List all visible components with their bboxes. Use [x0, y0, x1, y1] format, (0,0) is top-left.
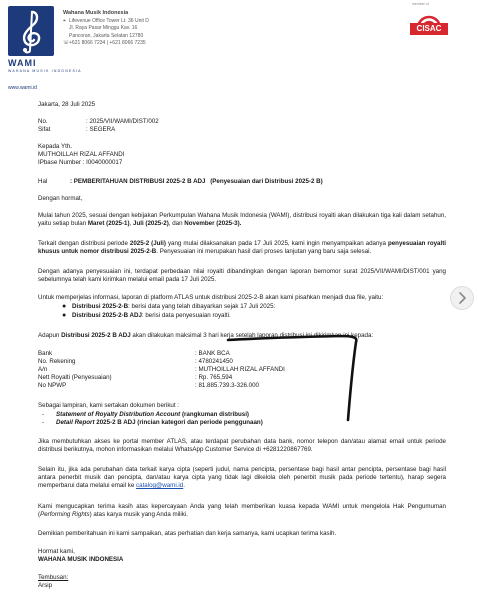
salutation: Dengan hormat,: [38, 195, 83, 202]
net-royalty-value: : Rp. 765,594: [195, 374, 233, 381]
attachment-intro: Sebagai lampiran, kami sertakan dokumen berikut :: [38, 402, 180, 409]
catalog-email-link[interactable]: catalog@wami.id: [136, 482, 184, 490]
phone-icon: ☏: [63, 40, 70, 47]
paragraph-payment: Adapun Distribusi 2025-2 B ADJ akan dilakukan maksimal 3 hari kerja setelah laporan distribusi ini dikirimkan ini kepada:: [38, 332, 374, 339]
org-name: Wahana Musik Indonesia: [63, 10, 129, 16]
paragraph-schedule: Mulai tahun 2025, sesuai dengan kebijakan Perkumpulan Wahana Musik Indonesia (WAMI), distribusi royalti akan dilakukan tiga kali dalam setahun, yaitu setiap bulan Maret (2025-1), Juli (2025-2), dan November (2025-3).: [38, 212, 446, 228]
attachment-detail: Detail Report 2025-2 B ADJ (rincian kategori dan periode penggunaan): [56, 419, 263, 426]
holder-label: A/n: [38, 366, 48, 373]
bullet-dot: ●: [62, 303, 67, 310]
npwp-label: No NPWP: [38, 382, 67, 389]
nature-value: : SEGERA: [86, 126, 116, 133]
member-caption: member of: [412, 2, 429, 6]
npwp-value: : 81.885.739.3-326.000: [195, 382, 259, 389]
paragraph-closing-note: Demikian pemberitahuan ini kami sampaikan, atas perhatian dan kerja samanya, kami ucapkan terima kasih.: [38, 530, 337, 537]
bullet-dot: ●: [62, 312, 67, 319]
paragraph-atlas-access: Jika membutuhkan akses ke portal member ATLAS, atau terdapat perubahan data bank, nomor telepon dan/atau alamat email untuk periode distribusi berikutnya, mohon informasikan melalui WhatsApp Customer Service di +6281220867769.: [38, 438, 446, 454]
website-link[interactable]: www.wami.id: [8, 85, 37, 91]
cc-value: Arsip: [38, 582, 53, 589]
wami-logo: [8, 6, 54, 56]
attachment-statement: Statement of Royalty Distribution Account (rangkuman distribusi): [56, 411, 249, 418]
subject-note: (Penyesuaian dari Distribusi 2025-2 B): [210, 178, 323, 185]
paragraph-adjustment: Terkait dengan distribusi periode 2025-2 (Juli) yang mulai dilaksanakan pada 17 Juli 2025, kami ingin menyampaikan adanya penyesuaian royalti khusus untuk nomor distribusi 2025-2-B. Penyesuaian ini merupakan hasil dari proses lanjutan yang baru saja selesai.: [38, 240, 446, 256]
bullet-distribution-b: Distribusi 2025-2-B: berisi data yang telah dibayarkan sejak 17 Juli 2025:: [72, 303, 276, 310]
paragraph-difference: Dengan adanya penyesuaian ini, terdapat perbedaan nilai royalti dibandingkan dengan laporan bernomor surat 2025/VII/WAMI/DIST/001 yang sebelumnya telah kami kirimkan melalui email pada 17 Juli 2025.: [38, 268, 446, 284]
account-value: : 4780241450: [195, 358, 233, 365]
bullet-distribution-adj: Distribusi 2025-2-B ADJ: berisi data penyesuaian royalti.: [72, 312, 231, 319]
subject-label: Hal: [38, 178, 48, 185]
phone-numbers: +621 8066 7234 | +621 8066 7235: [69, 40, 146, 47]
recipient-name: MUTHOILLAH RIZAL AFFANDI: [38, 151, 125, 158]
account-label: No. Rekening: [38, 358, 76, 365]
paragraph-thanks: Kami mengucapkan terima kasih atas kepercayaan Anda yang telah memberikan kuasa kepada WAMI untuk mengelola Hak Pengumuman (Performing Rights) atas karya musik yang Anda miliki.: [38, 503, 446, 519]
cc-label: Tembusan:: [38, 574, 69, 581]
dash-marker: -: [42, 419, 45, 426]
holder-value: : MUTHOILLAH RIZAL AFFANDI: [195, 366, 285, 373]
net-royalty-label: Nett Royalti (Penyesuaian): [38, 374, 112, 381]
number-label: No.: [38, 118, 48, 125]
recipient-greeting: Kepada Yth.: [38, 143, 72, 150]
nature-label: Sifat: [38, 126, 51, 133]
address-line-1: Lifevenue Office Tower Lt. 36 Unit D: [69, 17, 149, 24]
subject-line: [70, 178, 323, 186]
letter-date: Jakarta, 28 Juli 2025: [38, 101, 96, 108]
org-address-block: [63, 10, 149, 48]
recipient-ipbase: IPbase Number : I0040000017: [38, 159, 123, 166]
logo-tagline: WAHANA MUSIK INDONESIA: [8, 69, 82, 73]
paragraph-atlas: Untuk memperjelas informasi, laporan di platform ATLAS untuk distribusi 2025-2-B akan kami pisahkan menjadi dua file, yaitu:: [38, 294, 384, 301]
paragraph-catalog: Selain itu, jika ada perubahan data terkait karya cipta (seperti judul, nama pencipta, persentase bagi hasil antar pencipta, persentase bagi hasil antara penerbit musik dan pencipta, dan/atau karya cipta yang tidak lagi dikelola oleh penerbit musik pada periode tertentu), harap segera memperbarui data melalui email ke catalog@wami.id.: [38, 466, 446, 490]
address-line-3: Pancoran, Jakarta Selatan 12780: [69, 32, 144, 39]
subject-value: : PEMBERITAHUAN DISTRIBUSI 2025-2 B ADJ: [70, 178, 206, 185]
chevron-right-icon: [457, 292, 467, 304]
number-value: : 2025/VII/WAMI/DIST/002: [86, 118, 159, 125]
cisac-badge: CISAC: [410, 23, 448, 35]
address-line-2: Jl. Raya Pasar Minggu Kav. 16: [69, 25, 138, 32]
closing: Hormat kami,: [38, 548, 75, 555]
bank-value: : BANK BCA: [195, 350, 230, 357]
location-icon: ⌖: [63, 17, 66, 24]
closing-org: WAHANA MUSIK INDONESIA: [38, 556, 124, 563]
treble-clef-icon: [8, 6, 54, 56]
dash-marker: -: [42, 411, 45, 418]
next-page-button[interactable]: [450, 286, 474, 310]
logo-wordmark: WAMI: [8, 58, 37, 68]
bank-label: Bank: [38, 350, 53, 357]
